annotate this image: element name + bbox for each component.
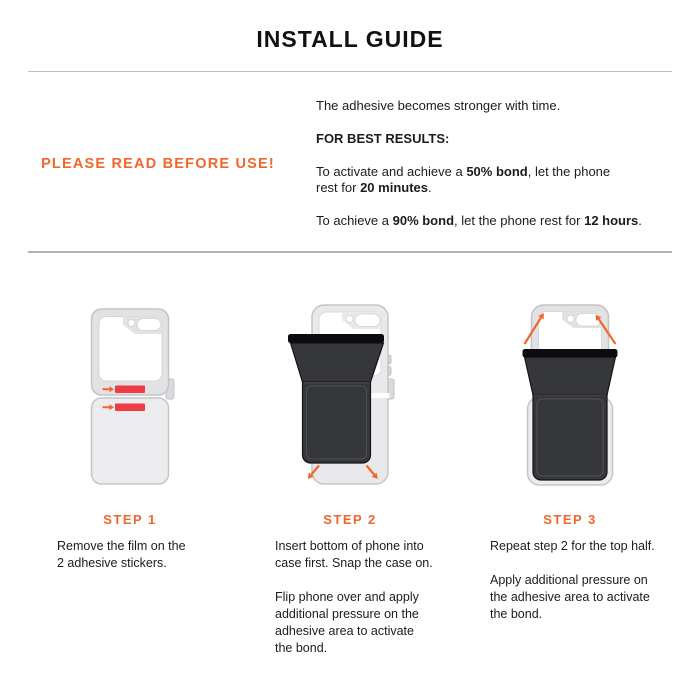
phone — [523, 349, 618, 480]
best-results-heading: FOR BEST RESULTS: — [316, 131, 450, 146]
step-1-label: STEP 1 — [103, 512, 157, 527]
step-2-text — [240, 538, 460, 657]
step2-illustration — [240, 287, 460, 499]
step-paragraph: Insert bottom of phone into case first. Snap the case on. — [275, 539, 433, 570]
please-read-callout: PLEASE READ BEFORE USE! — [41, 155, 275, 172]
flash-cutout — [346, 315, 353, 322]
divider-top — [28, 71, 672, 72]
camera-cutout — [355, 314, 380, 327]
notice-callout-wrap — [0, 156, 316, 172]
step-1-text — [20, 538, 240, 572]
step-2-column — [240, 287, 460, 674]
notice-section — [0, 96, 700, 231]
notice-body — [316, 98, 676, 229]
flash-cutout — [128, 320, 135, 327]
case-top-half — [92, 309, 169, 395]
step3-illustration — [460, 287, 680, 499]
adhesive-sticker-top — [115, 386, 145, 394]
camera-cutout — [137, 319, 161, 331]
bond-90-text: To achieve a 90% bond, let the phone rest for 12 hours. — [316, 213, 642, 228]
page-title: INSTALL GUIDE — [256, 26, 444, 52]
step-3-text — [460, 538, 680, 623]
step-3-column — [460, 287, 680, 674]
step-paragraph: Apply additional pressure on the adhesive area to activate the bond. — [490, 573, 650, 621]
adhesive-sticker-bottom — [115, 404, 145, 412]
phone-top-edge — [523, 349, 618, 358]
step-paragraph: Flip phone over and apply additional pressure on the adhesive area to activate the bond. — [275, 590, 419, 655]
flash-cutout — [567, 315, 574, 322]
step-paragraph: Repeat step 2 for the top half. — [490, 539, 655, 553]
step-1-column — [20, 287, 240, 674]
phone-top-edge — [288, 334, 384, 343]
bond-50-text: To activate and achieve a 50% bond, let the phone rest for 20 minutes. — [316, 164, 611, 195]
step-3-label: STEP 3 — [543, 512, 597, 527]
step1-illustration — [20, 287, 240, 499]
divider-middle — [28, 251, 672, 253]
step-2-label: STEP 2 — [323, 512, 377, 527]
step-paragraph: Remove the film on the 2 adhesive stickers. — [57, 539, 186, 570]
phone — [288, 334, 384, 463]
steps-section — [0, 287, 700, 674]
adhesive-intro-text: The adhesive becomes stronger with time. — [316, 98, 561, 113]
